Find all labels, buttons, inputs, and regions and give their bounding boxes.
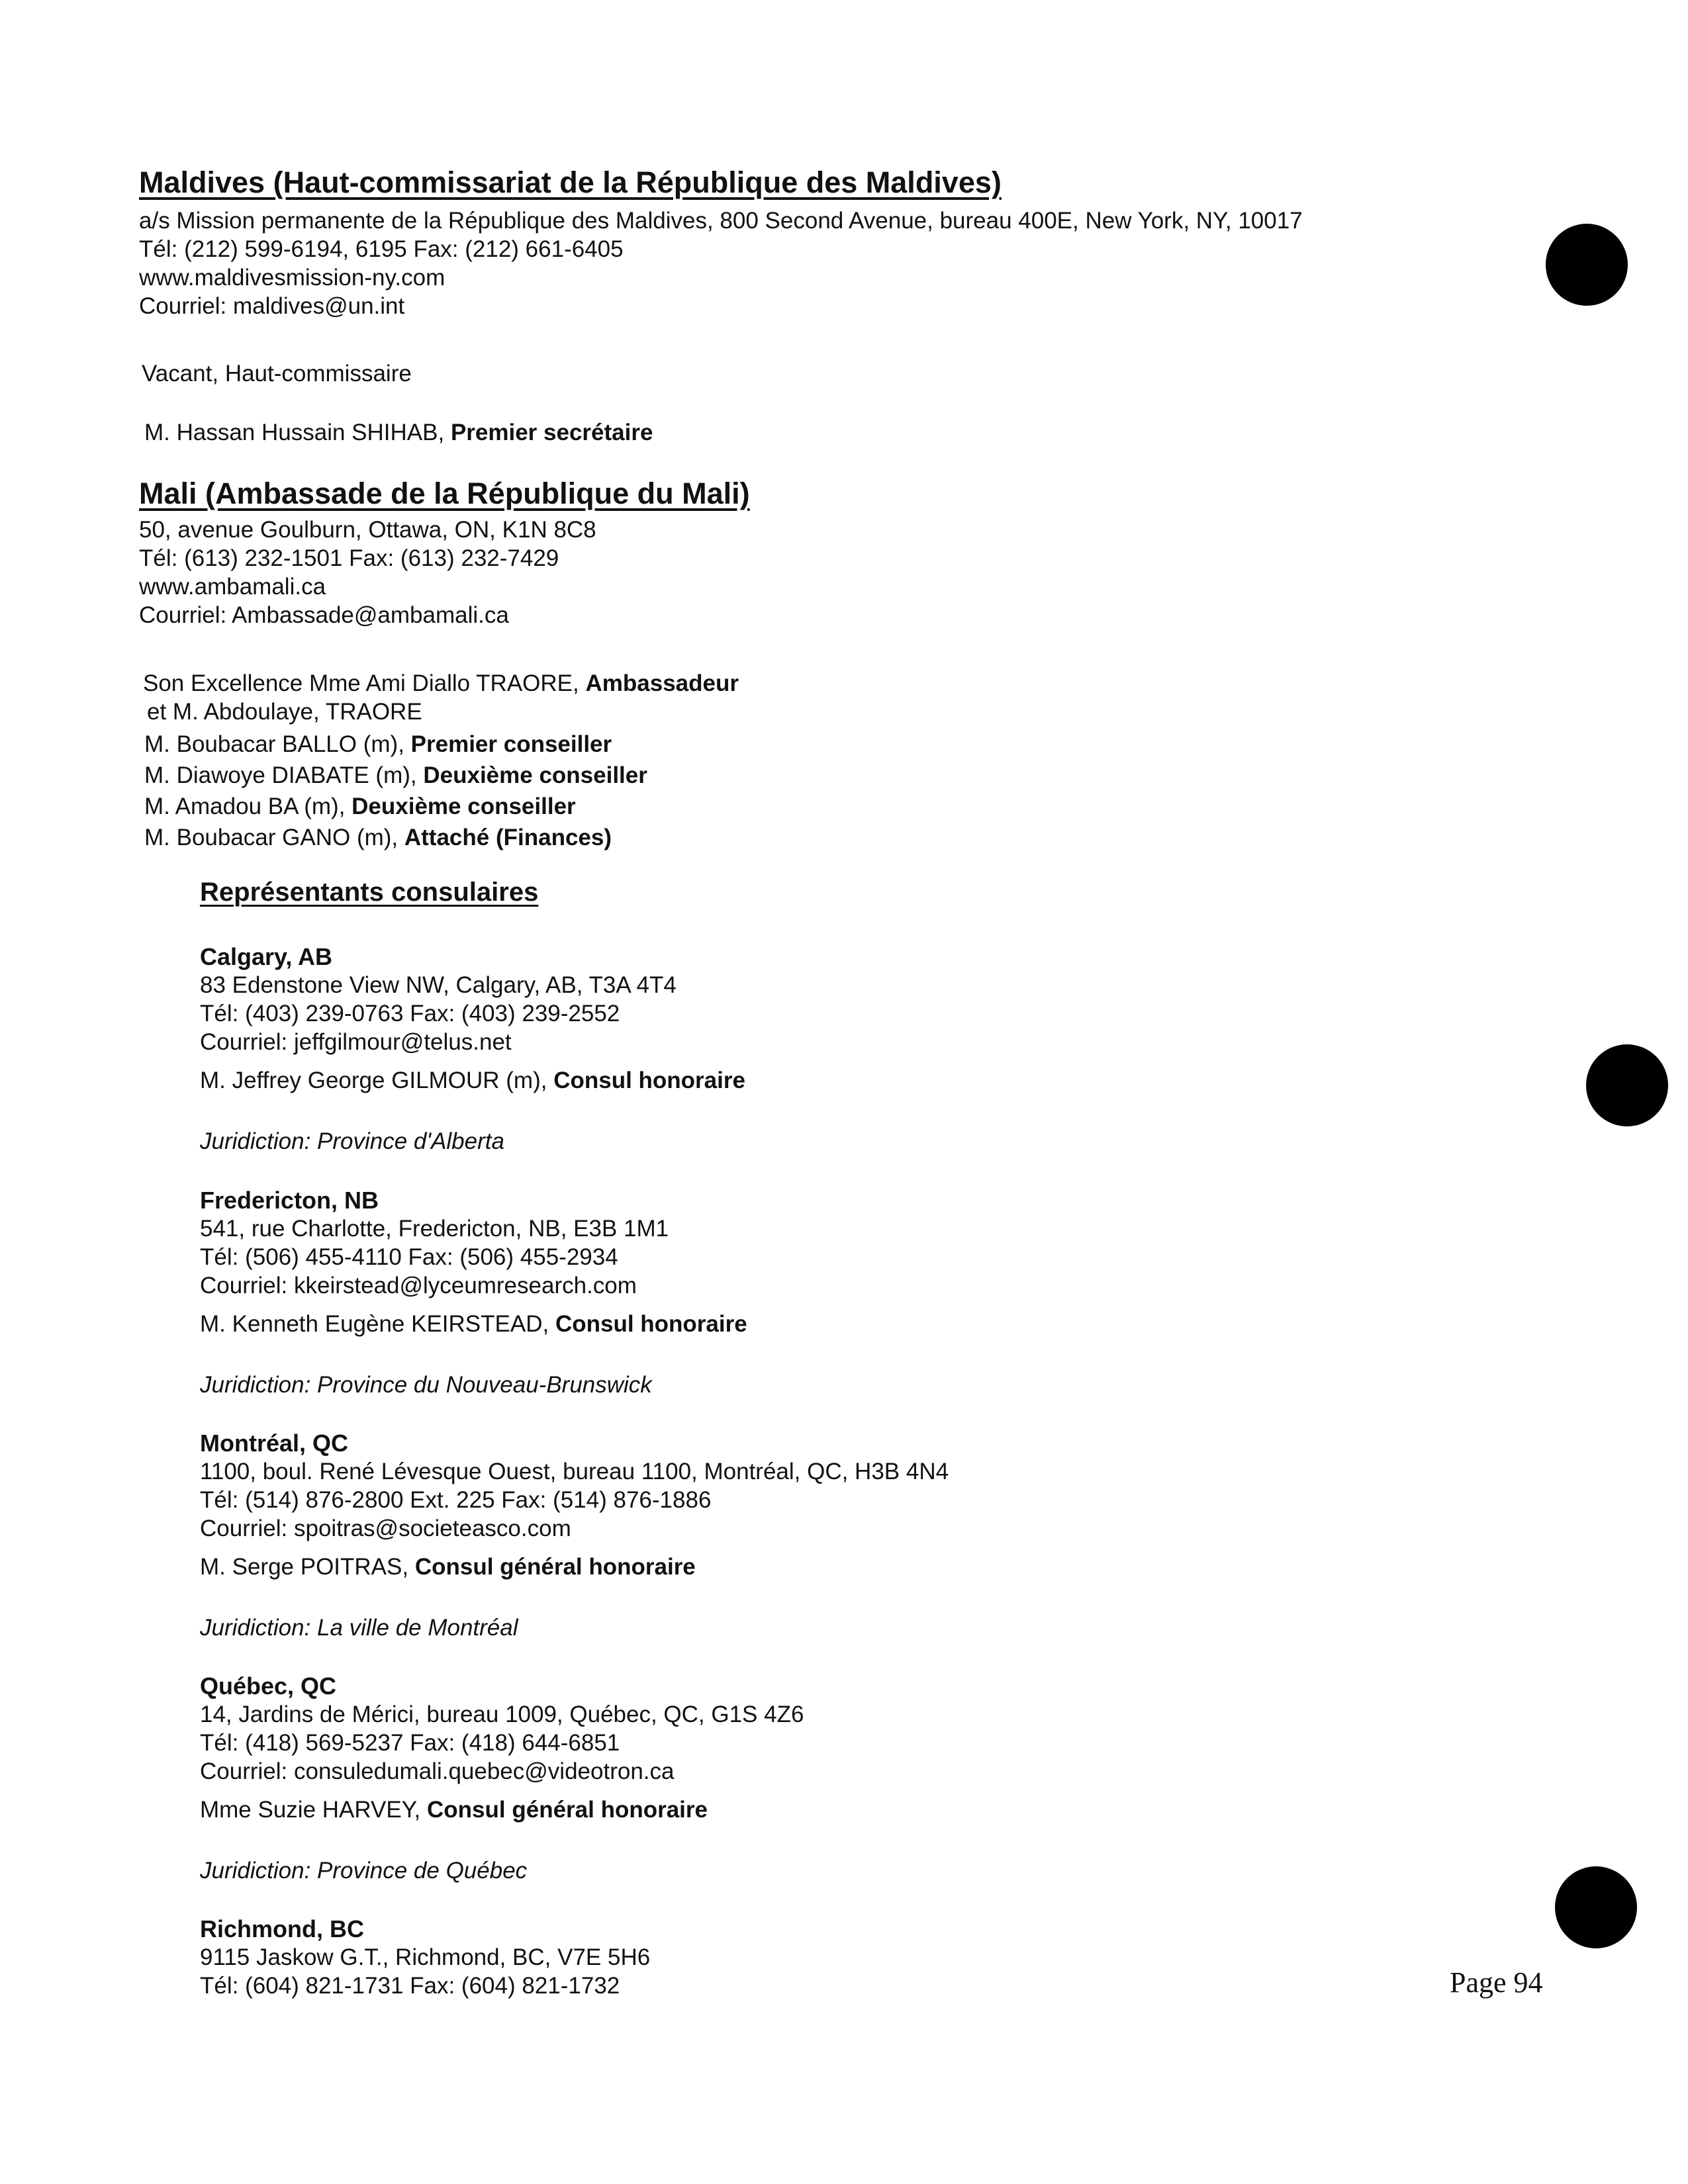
maldives-address: a/s Mission permanente de la République des Maldives, 800 Second Avenue, bureau 400E, New York, NY, 10017 — [139, 208, 1303, 234]
maldives-vacant-post: Vacant, Haut-commissaire — [142, 361, 412, 387]
office-email: Courriel: kkeirstead@lyceumresearch.com — [200, 1273, 637, 1298]
office-city-quebec: Québec, QC — [200, 1672, 337, 1700]
office-email: Courriel: consuledumali.quebec@videotron.ca — [200, 1758, 675, 1784]
consul-title: Consul général honoraire — [414, 1554, 696, 1580]
office-city-richmond: Richmond, BC — [200, 1915, 364, 1942]
staff-name: M. Boubacar GANO (m), — [144, 825, 404, 850]
mali-email: Courriel: Ambassade@ambamali.ca — [139, 602, 509, 628]
mali-staff-2 — [144, 793, 576, 821]
office-consul — [200, 1310, 747, 1338]
office-phone: Tél: (418) 569-5237 Fax: (418) 644-6851 — [200, 1730, 620, 1756]
office-consul — [200, 1796, 708, 1824]
office-address: 541, rue Charlotte, Fredericton, NB, E3B 1M1 — [200, 1216, 669, 1242]
consul-name: M. Serge POITRAS, — [200, 1554, 415, 1580]
maldives-website: www.maldivesmission-ny.com — [139, 265, 445, 291]
staff-name: M. Boubacar BALLO (m), — [144, 731, 411, 757]
office-address: 83 Edenstone View NW, Calgary, AB, T3A 4T4 — [200, 972, 677, 998]
mali-heading: Mali (Ambassade de la République du Mali) — [139, 477, 750, 510]
office-jurisdiction: Juridiction: Province du Nouveau-Brunswick — [200, 1372, 652, 1398]
office-jurisdiction: Juridiction: Province de Québec — [200, 1858, 528, 1884]
maldives-staff-0 — [144, 419, 653, 447]
ambassador-title: Ambassadeur — [585, 670, 739, 696]
maldives-heading: Maldives (Haut-commissariat de la République des Maldives) — [139, 165, 1002, 199]
office-city-calgary: Calgary, AB — [200, 943, 333, 970]
mali-ambassador — [143, 670, 739, 698]
mali-staff-3 — [144, 824, 612, 852]
mali-website: www.ambamali.ca — [139, 574, 326, 600]
staff-title: Premier secrétaire — [450, 420, 653, 445]
staff-name: M. Hassan Hussain SHIHAB, — [144, 420, 451, 445]
staff-name: M. Diawoye DIABATE (m), — [144, 762, 424, 788]
consul-name: M. Jeffrey George GILMOUR (m), — [200, 1068, 554, 1093]
staff-title: Deuxième conseiller — [352, 794, 576, 819]
office-jurisdiction: Juridiction: Province d'Alberta — [200, 1128, 504, 1154]
office-phone: Tél: (514) 876-2800 Ext. 225 Fax: (514) 876-1886 — [200, 1487, 712, 1513]
mali-spouse: et M. Abdoulaye, TRAORE — [147, 699, 422, 725]
punch-hole-bottom — [1555, 1866, 1637, 1948]
mali-staff-1 — [144, 762, 647, 790]
punch-hole-middle — [1586, 1044, 1668, 1126]
staff-title: Attaché (Finances) — [404, 825, 612, 850]
office-email: Courriel: spoitras@societeasco.com — [200, 1516, 571, 1541]
office-city-fredericton: Fredericton, NB — [200, 1187, 379, 1214]
office-phone: Tél: (403) 239-0763 Fax: (403) 239-2552 — [200, 1001, 620, 1026]
consular-heading: Représentants consulaires — [200, 878, 539, 907]
office-phone: Tél: (604) 821-1731 Fax: (604) 821-1732 — [200, 1973, 620, 1999]
office-address: 14, Jardins de Mérici, bureau 1009, Québec, QC, G1S 4Z6 — [200, 1702, 804, 1727]
page-number: Page 94 — [1450, 1966, 1543, 1999]
consul-name: Mme Suzie HARVEY, — [200, 1797, 428, 1823]
office-city-montreal: Montréal, QC — [200, 1430, 349, 1457]
mali-phone: Tél: (613) 232-1501 Fax: (613) 232-7429 — [139, 545, 559, 571]
staff-title: Deuxième conseiller — [423, 762, 647, 788]
consul-title: Consul général honoraire — [427, 1797, 708, 1823]
office-address: 9115 Jaskow G.T., Richmond, BC, V7E 5H6 — [200, 1944, 651, 1970]
mali-staff-0 — [144, 731, 612, 758]
office-jurisdiction: Juridiction: La ville de Montréal — [200, 1615, 518, 1641]
staff-name: M. Amadou BA (m), — [144, 794, 352, 819]
consul-title: Consul honoraire — [555, 1311, 747, 1337]
maldives-email: Courriel: maldives@un.int — [139, 293, 405, 319]
office-consul — [200, 1553, 696, 1581]
consul-title: Consul honoraire — [553, 1068, 745, 1093]
staff-title: Premier conseiller — [410, 731, 612, 757]
office-email: Courriel: jeffgilmour@telus.net — [200, 1029, 512, 1055]
consul-name: M. Kenneth Eugène KEIRSTEAD, — [200, 1311, 555, 1337]
punch-hole-top — [1546, 224, 1628, 306]
ambassador-name: Son Excellence Mme Ami Diallo TRAORE, — [143, 670, 586, 696]
office-consul — [200, 1067, 745, 1095]
maldives-phone: Tél: (212) 599-6194, 6195 Fax: (212) 661-6405 — [139, 236, 624, 262]
mali-address: 50, avenue Goulburn, Ottawa, ON, K1N 8C8 — [139, 517, 596, 543]
office-phone: Tél: (506) 455-4110 Fax: (506) 455-2934 — [200, 1244, 618, 1270]
office-address: 1100, boul. René Lévesque Ouest, bureau 1100, Montréal, QC, H3B 4N4 — [200, 1459, 949, 1484]
